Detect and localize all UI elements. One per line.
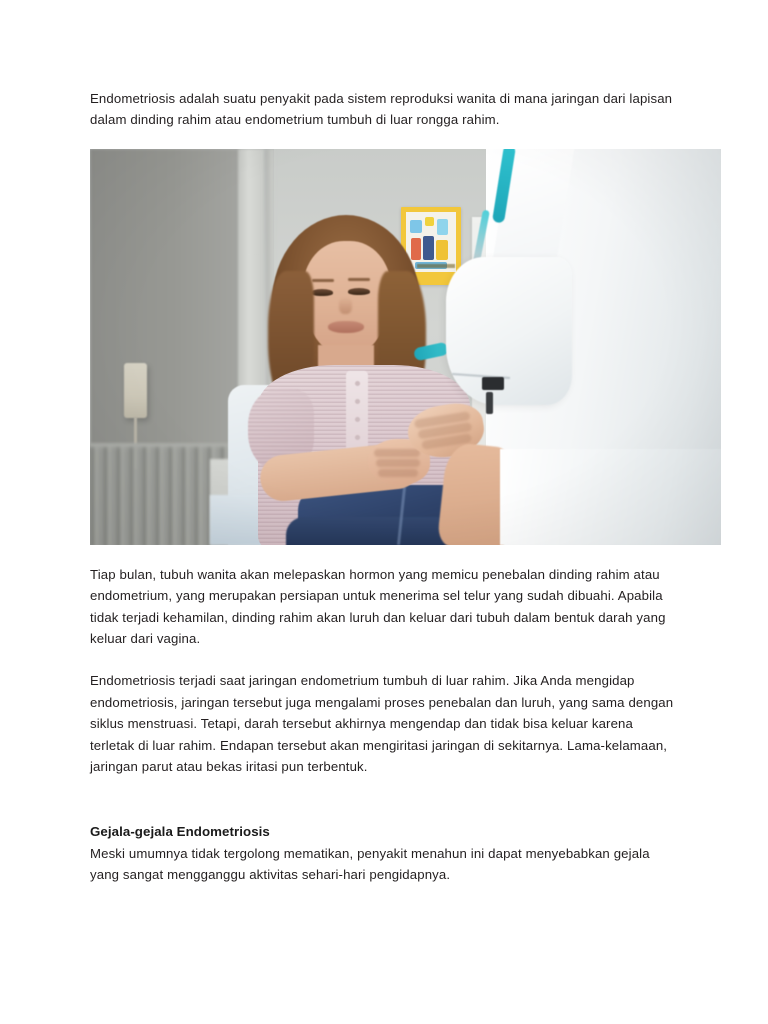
paragraph-endometriosis-process: Endometriosis terjadi saat jaringan endometrium tumbuh di luar rahim. Jika Anda mengidap endometriosis, jaringan tersebut juga mengalami proses penebalan dan luruh, yang sama dengan siklus menstruasi. Tetapi, darah tersebut akhirnya mengendap dan tidak bisa keluar karena terletak di luar rahim. Endapan tersebut akan mengiritasi jaringan di sekitarnya. Lama-kelamaan, jaringan parut atau bekas iritasi pun terbentuk.	[90, 673, 674, 775]
patient-shirt-button	[355, 399, 360, 404]
finger	[374, 449, 420, 457]
section-spacer	[90, 777, 674, 821]
section-heading-symptoms: Gejala-gejala Endometriosis	[90, 824, 270, 840]
finger	[378, 469, 418, 477]
patient-nose	[339, 297, 352, 314]
patient-mouth	[328, 321, 364, 333]
poster-shape	[423, 236, 434, 260]
patient-eye-left	[311, 289, 333, 296]
patient-eyebrow-right	[348, 278, 370, 281]
document-content	[90, 88, 674, 886]
doctor-coat-hem	[500, 449, 721, 545]
paragraph-menstrual-cycle: Tiap bulan, tubuh wanita akan melepaskan hormon yang memicu penebalan dinding rahim atau endometrium, yang merupakan persiapan untuk menerima sel telur yang sudah dibuahi. Apabila tidak terjadi kehamilan, dinding rahim akan luruh dan keluar dari tubuh dalam bentuk darah yang keluar dari vagina.	[90, 566, 666, 647]
paragraph-symptoms: Meski umumnya tidak tergolong mematikan, penyakit menahun ini dapat menyebabkan gejala yang sangat mengganggu aktivitas sehari-hari pengidapnya.	[90, 845, 650, 883]
photo-canvas	[90, 149, 721, 545]
patient-shirt-button	[355, 435, 360, 440]
doctor-pocket-device	[482, 377, 504, 390]
doctor-pocket-pen	[486, 392, 493, 414]
patient-shirt-button	[355, 381, 360, 386]
article-photo	[90, 149, 721, 545]
poster-shape	[410, 220, 422, 233]
poster-shape	[425, 217, 434, 226]
paragraph-spacer	[90, 649, 674, 670]
poster-shape	[411, 238, 421, 260]
patient-eyebrow-left	[312, 279, 334, 282]
patient-eye-right	[348, 288, 370, 295]
poster-shape	[436, 240, 448, 260]
patient-jeans-leg	[286, 517, 446, 545]
poster-caption	[417, 264, 455, 268]
patient-shirt-button	[355, 417, 360, 422]
doctor-coat-sleeve	[446, 257, 572, 405]
paragraph-intro: Endometriosis adalah suatu penyakit pada sistem reproduksi wanita di mana jaringan dari lapisan dalam dinding rahim atau endometrium tumbuh di luar rongga rahim.	[90, 91, 673, 128]
poster-artwork	[406, 212, 456, 272]
poster-shape	[437, 219, 448, 235]
finger	[376, 459, 420, 467]
wall-intercom	[124, 363, 147, 418]
